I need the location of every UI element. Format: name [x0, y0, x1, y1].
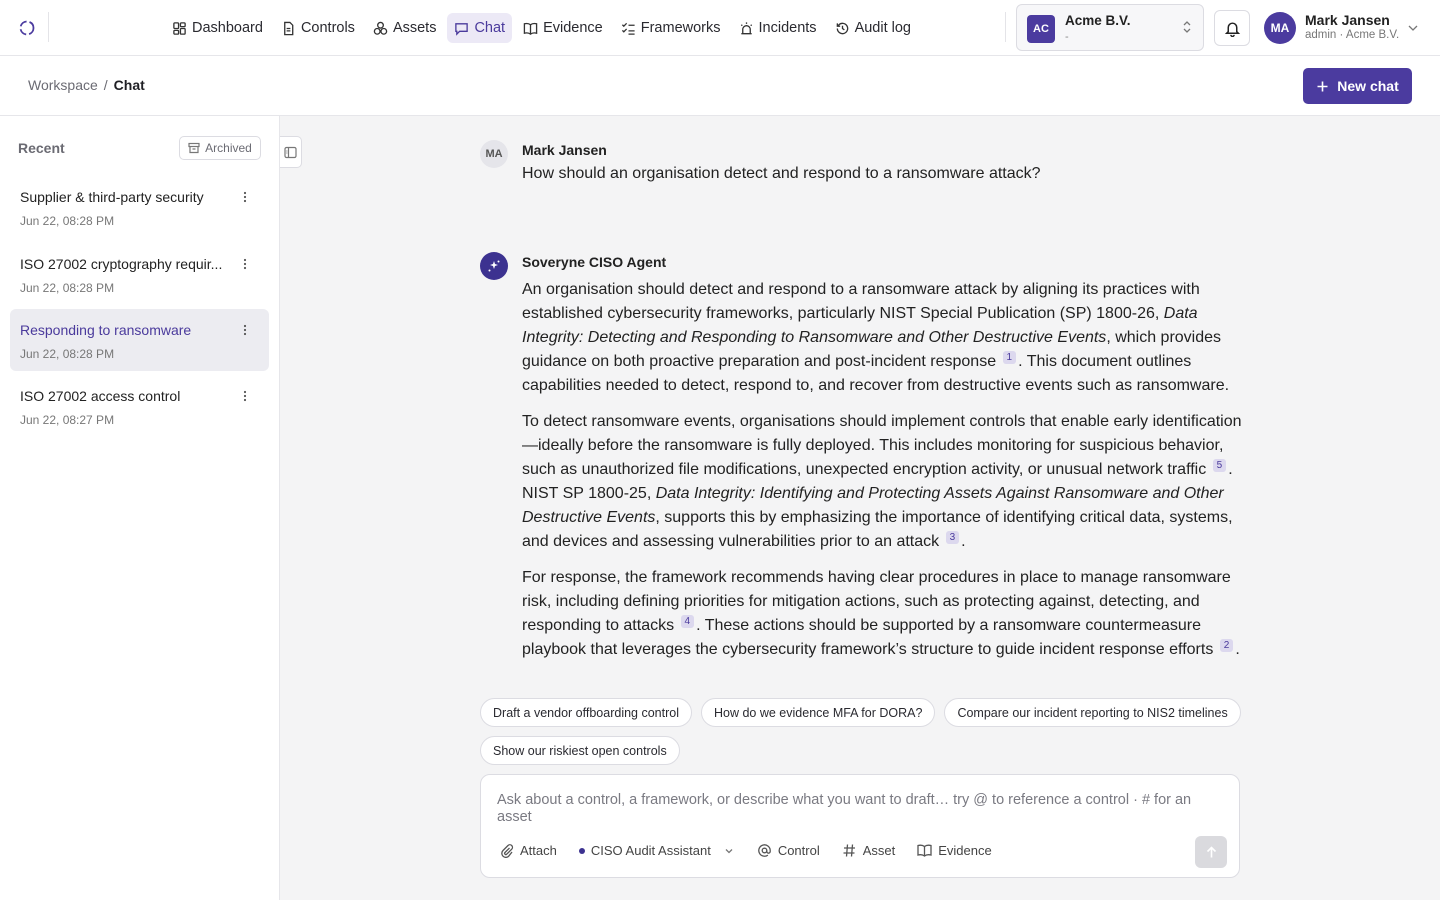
answer-text: .: [961, 533, 966, 550]
answer-text: , supports this by emphasizing the importance of identifying critical data, systems, and devices and assessing vulnerabilities prior to an attack: [522, 509, 1233, 550]
divider: [1005, 12, 1006, 42]
agent-selector[interactable]: [579, 843, 735, 858]
conversation-item[interactable]: [10, 176, 269, 238]
conversation-title: Responding to ransomware: [20, 322, 192, 338]
answer-text: For response, the framework recommends having clear procedures in place to manage ransomware risk, including defining priorities for mitigation actions, such as protecting against, detecting, and responding to attacks: [522, 569, 1231, 634]
nav-label: Audit log: [854, 20, 911, 36]
archived-button[interactable]: [179, 136, 261, 160]
citation-badge[interactable]: 4: [681, 615, 695, 628]
more-vertical-icon[interactable]: [238, 257, 252, 271]
user-message-avatar: MA: [480, 140, 508, 168]
document-icon: [281, 21, 296, 36]
user-role: admin · Acme B.V.: [1305, 29, 1400, 41]
answer-text: . These actions should be supported by a ransomware countermeasure playbook that leverages the cybersecurity framework’s structure to guide incident response efforts: [522, 617, 1218, 658]
nav-dashboard[interactable]: [165, 13, 270, 43]
page-header: [0, 56, 1440, 116]
user-message-name: Mark Jansen: [522, 142, 607, 158]
breadcrumb: [28, 77, 145, 93]
user-message-text: How should an organisation detect and respond to a ransomware attack?: [522, 165, 1041, 182]
send-button[interactable]: [1195, 836, 1227, 868]
suggestion-chips: [480, 698, 1250, 765]
answer-text: .: [1235, 641, 1240, 658]
nav-frameworks[interactable]: [614, 13, 728, 43]
answer-text: , which provides guidance on both proactive preparation and post-incident response: [522, 329, 1222, 370]
plus-icon: [1316, 80, 1329, 93]
nav-label: Controls: [300, 20, 355, 36]
answer-paragraph: [522, 410, 1242, 554]
sidebar-title: Recent: [18, 140, 65, 156]
nav-incidents[interactable]: [732, 13, 824, 43]
more-vertical-icon[interactable]: [238, 190, 252, 204]
new-chat-button[interactable]: [1303, 68, 1412, 104]
nav-label: Chat: [474, 20, 506, 36]
conversation-date: Jun 22, 08:28 PM: [20, 281, 115, 295]
conversation-date: Jun 22, 08:28 PM: [20, 347, 115, 361]
answer-paragraph: [522, 278, 1242, 398]
panel-icon: [284, 146, 297, 159]
citation-badge[interactable]: 3: [946, 531, 960, 544]
checklist-icon: [621, 21, 636, 36]
dashboard-icon: [172, 21, 187, 36]
agent-message-name: Soveryne CISO Agent: [522, 254, 667, 270]
conversation-item[interactable]: [10, 243, 269, 305]
breadcrumb-separator: /: [103, 77, 108, 93]
chat-icon: [454, 21, 469, 36]
hash-icon: [842, 843, 857, 858]
status-dot: [579, 848, 585, 854]
chat-input[interactable]: Ask about a control, a framework, or describe what you want to draft… try @ to reference a control · # for an asset: [497, 792, 1192, 825]
conversation-title: Supplier & third-party security: [20, 189, 204, 205]
user-name[interactable]: Mark Jansen: [1305, 12, 1390, 28]
asset-button[interactable]: [842, 843, 896, 858]
notifications-button[interactable]: [1214, 10, 1250, 46]
chevron-up-down-icon: [1181, 20, 1193, 34]
boxes-icon: [373, 21, 388, 36]
bell-icon: [1224, 20, 1241, 37]
chat-composer: [480, 774, 1240, 878]
nav-label: Incidents: [758, 20, 817, 36]
evidence-button[interactable]: [917, 843, 991, 858]
chevron-down-icon[interactable]: [1406, 21, 1420, 35]
nav-chat[interactable]: [447, 13, 512, 43]
answer-text: . NIST SP 1800-25,: [522, 461, 1233, 502]
suggestion-chip[interactable]: Compare our incident reporting to NIS2 timelines: [944, 698, 1240, 727]
nav-controls[interactable]: [274, 13, 362, 43]
answer-paragraph: [522, 566, 1242, 662]
composer-toolbar: [499, 843, 992, 858]
agent-selector-label: CISO Audit Assistant: [590, 843, 711, 858]
arrow-up-icon: [1205, 846, 1218, 859]
sparkle-icon: [487, 259, 501, 273]
agent-message-text: [522, 278, 1242, 674]
breadcrumb-current: Chat: [113, 77, 145, 93]
more-vertical-icon[interactable]: [238, 389, 252, 403]
suggestion-chip[interactable]: Draft a vendor offboarding control: [480, 698, 692, 727]
nav-label: Frameworks: [640, 20, 721, 36]
nav-evidence[interactable]: [516, 13, 610, 43]
more-vertical-icon[interactable]: [238, 323, 252, 337]
history-icon: [835, 21, 850, 36]
org-subtitle: -: [1065, 31, 1069, 43]
citation-badge[interactable]: 2: [1220, 639, 1234, 652]
book-icon: [917, 843, 932, 858]
asset-label: Asset: [862, 843, 896, 858]
paperclip-icon: [499, 843, 514, 858]
top-bar: [0, 0, 1440, 56]
conversation-item[interactable]: [10, 375, 269, 437]
control-button[interactable]: [757, 843, 820, 858]
conversation-title: ISO 27002 cryptography requir...: [20, 256, 223, 272]
answer-italic: Data Integrity: Detecting and Responding to Ransomware and Other Destructive Events: [522, 305, 1198, 346]
nav-label: Assets: [392, 20, 437, 36]
answer-text: To detect ransomware events, organisations should implement controls that enable early identification—ideally before the ransomware is fully deployed. This includes monitoring for suspicious behavior, such as unauthorized file modifications, unexpected encryption activity, or unusual network traffic: [522, 413, 1242, 478]
citation-badge[interactable]: 1: [1003, 351, 1017, 364]
divider: [48, 12, 49, 42]
avatar[interactable]: MA: [1264, 12, 1296, 44]
org-switcher[interactable]: [1016, 4, 1204, 51]
evidence-label: Evidence: [938, 843, 992, 858]
chevron-down-icon: [723, 845, 735, 857]
sidebar-toggle-button[interactable]: [280, 136, 302, 168]
nav-audit-log[interactable]: [828, 13, 918, 43]
at-sign-icon: [757, 843, 772, 858]
agent-avatar: [480, 252, 508, 280]
answer-italic: Data Integrity: Identifying and Protecting Assets Against Ransomware and Other Destructive Events: [522, 485, 1224, 526]
conversation-date: Jun 22, 08:27 PM: [20, 413, 115, 427]
archived-label: Archived: [205, 141, 252, 155]
control-label: Control: [777, 843, 820, 858]
suggestion-chip[interactable]: How do we evidence MFA for DORA?: [701, 698, 935, 727]
new-chat-label: New chat: [1337, 78, 1399, 94]
logo-icon[interactable]: [16, 17, 38, 39]
siren-icon: [739, 21, 754, 36]
nav-assets[interactable]: [366, 13, 444, 43]
answer-text: . This document outlines capabilities needed to detect, respond to, and recover from destructive events such as ransomware.: [522, 353, 1230, 394]
nav-label: Dashboard: [192, 20, 263, 36]
org-name: Acme B.V.: [1065, 13, 1131, 28]
book-icon: [523, 21, 538, 36]
conversation-date: Jun 22, 08:28 PM: [20, 214, 115, 228]
nav-label: Evidence: [543, 20, 603, 36]
org-badge: AC: [1027, 15, 1055, 43]
archive-icon: [188, 142, 200, 154]
attach-button[interactable]: [499, 843, 557, 858]
attach-label: Attach: [520, 843, 557, 858]
suggestion-chip[interactable]: Show our riskiest open controls: [480, 736, 680, 765]
main-nav: [165, 13, 918, 43]
sidebar: [0, 116, 280, 900]
conversation-item-active[interactable]: [10, 309, 269, 371]
answer-text: An organisation should detect and respond to a ransomware attack by aligning its practices with established cybersecurity frameworks, particularly NIST Special Publication (SP) 1800-26,: [522, 281, 1200, 322]
breadcrumb-workspace[interactable]: Workspace: [28, 77, 98, 93]
citation-badge[interactable]: 5: [1213, 459, 1227, 472]
conversation-title: ISO 27002 access control: [20, 388, 181, 404]
